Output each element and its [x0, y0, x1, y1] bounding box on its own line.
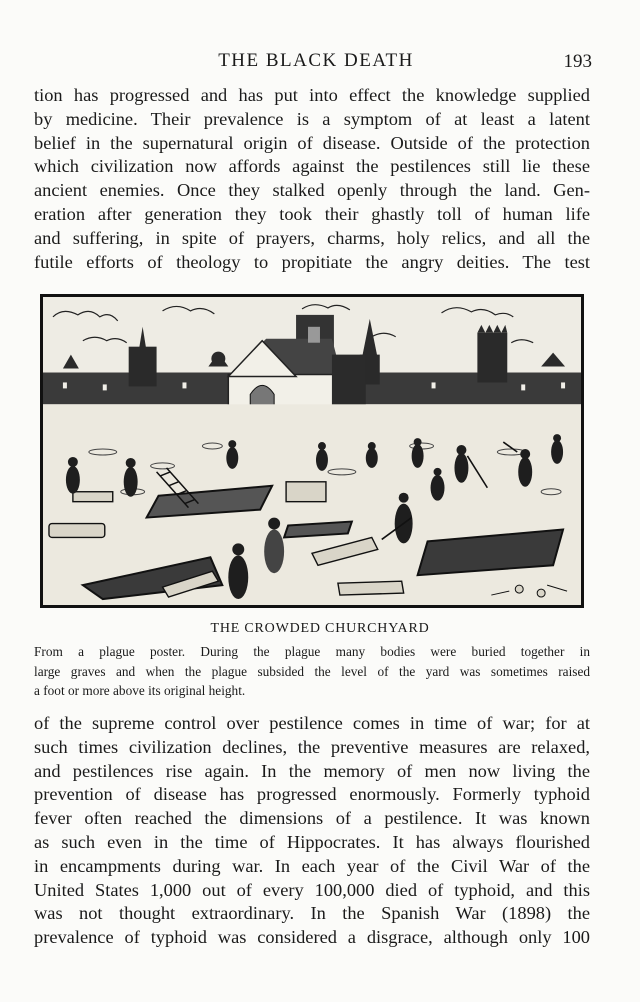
caption-line: large graves and when the plague subsided the level of the yard was sometimes raised [34, 663, 590, 679]
text-line: by medicine. Their prevalence is a symptom of at least a latent [34, 108, 590, 129]
text-line: as such even in the time of Hippocrates. It has always flourished [34, 831, 590, 852]
running-header [36, 50, 596, 74]
figure-caption [34, 642, 590, 701]
body-paragraph-bottom [34, 712, 590, 950]
text-line: such times civilization declines, the preventive measures are relaxed, [34, 736, 590, 757]
churchyard-engraving [40, 294, 584, 608]
text-line: in encampments during war. In each year of the Civil War of the [34, 855, 590, 876]
running-title: THE BLACK DEATH [218, 50, 414, 71]
caption-line: From a plague poster. During the plague many bodies were buried together in [34, 644, 590, 659]
page-number: 193 [563, 51, 592, 72]
text-line: and pestilences rise again. In the memory of men now living the [34, 760, 590, 781]
text-line: which civilization now affords against the pestilences still lie these [34, 156, 590, 177]
text-line: and suffering, in spite of prayers, charms, holy relics, and all the [34, 227, 590, 248]
text-line: of the supreme control over pestilence comes in time of war; for at [34, 713, 590, 733]
text-line: fever often reached the dimensions of a pestilence. It was known [34, 808, 590, 829]
text-line: was not thought extraordinary. In the Spanish War (1898) the [34, 903, 590, 924]
text-line: eration after generation they took their ghastly toll of human life [34, 203, 590, 224]
caption-line: a foot or more above its original height. [34, 683, 246, 698]
text-line: belief in the supernatural origin of disease. Outside of the protection [34, 132, 590, 153]
text-line: tion has progressed and has put into effect the knowledge supplied [34, 85, 590, 105]
text-line: prevention of disease has progressed enormously. Formerly typhoid [34, 784, 590, 805]
text-line: prevalence of typhoid was considered a disgrace, although only 100 [34, 927, 590, 948]
engraving-illustration [43, 297, 581, 605]
text-line: ancient enemies. Once they stalked openly through the land. Gen- [34, 180, 590, 201]
body-paragraph-top [34, 84, 590, 274]
text-line: futile efforts of theology to propitiate the angry deities. The test [34, 251, 590, 272]
text-line: United States 1,000 out of every 100,000 died of typhoid, and this [34, 879, 590, 900]
figure-title: THE CROWDED CHURCHYARD [210, 621, 430, 636]
